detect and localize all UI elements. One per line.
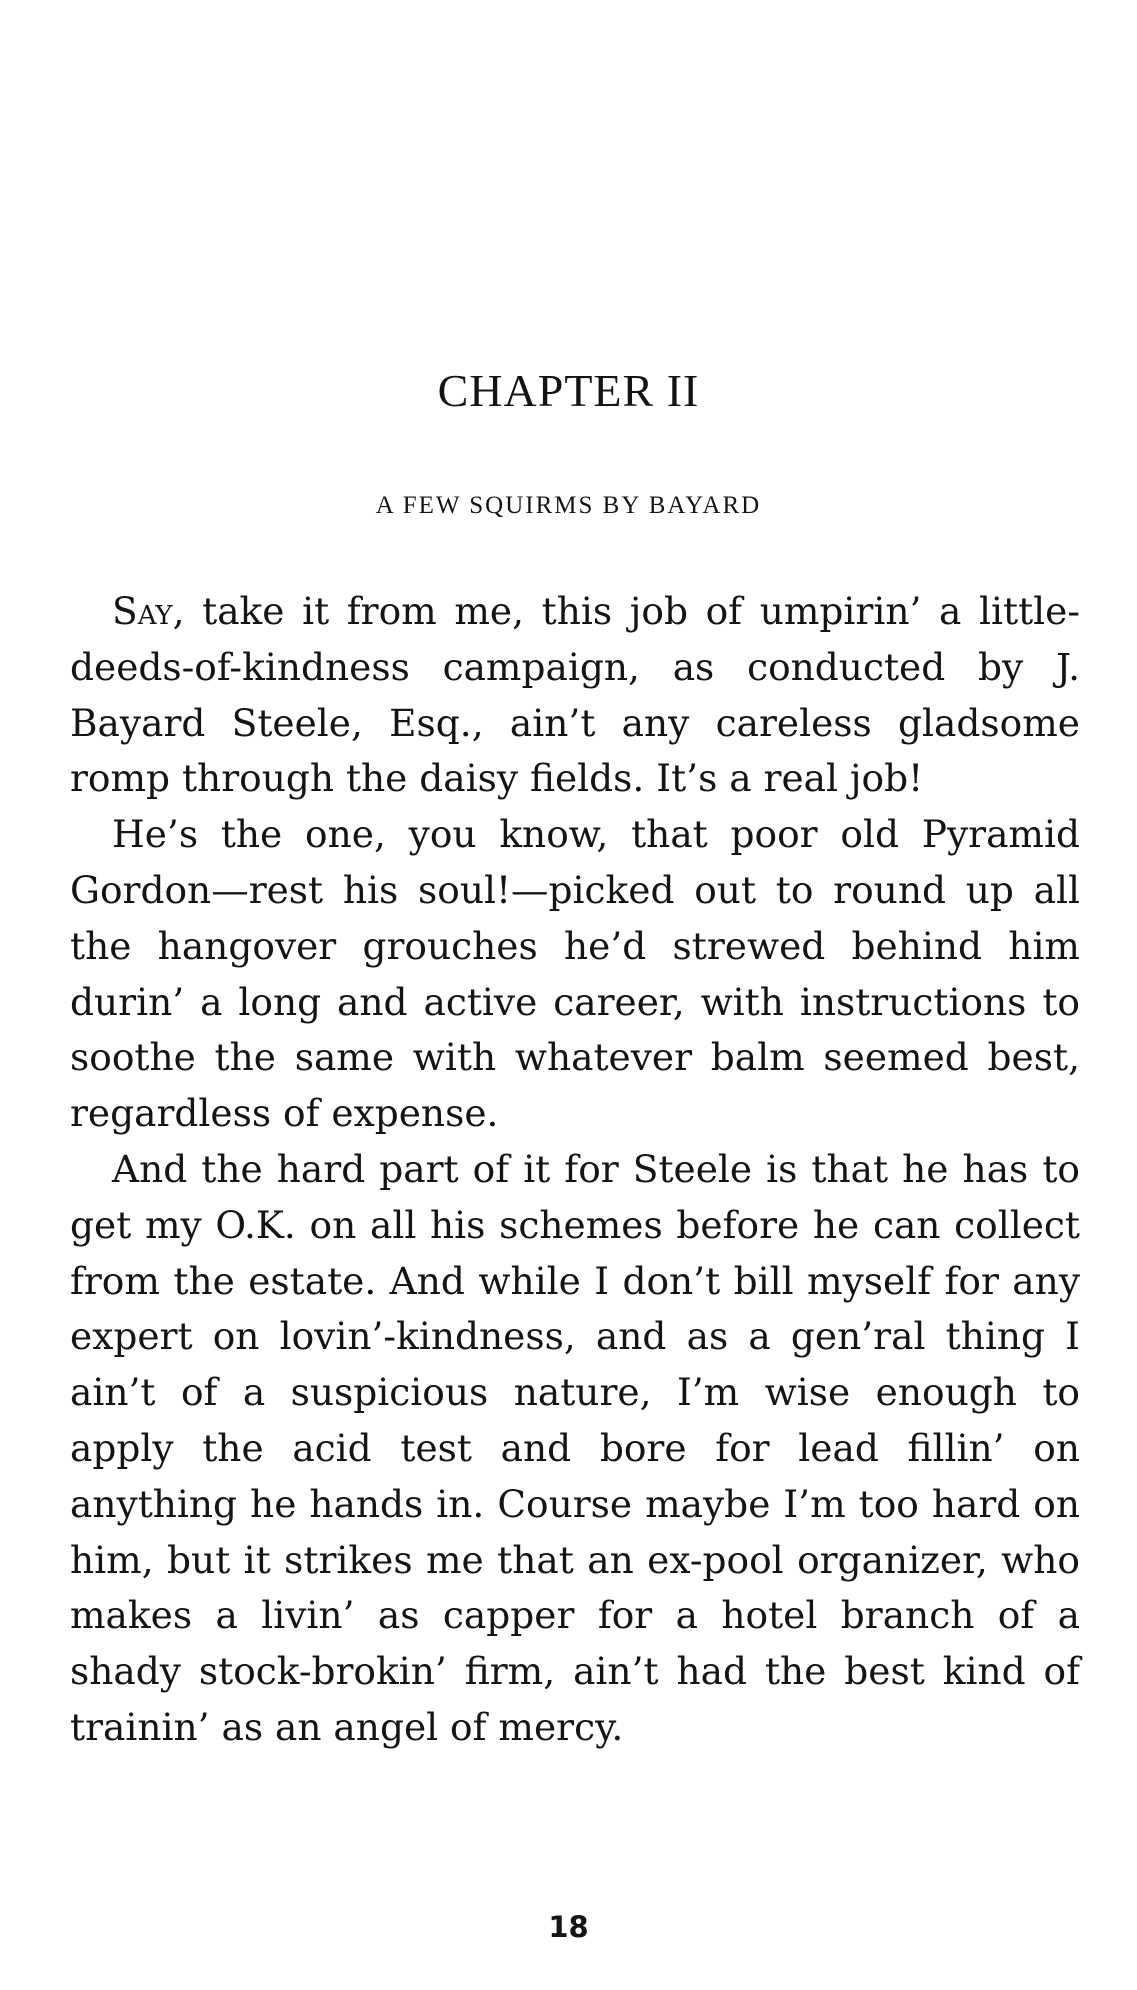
chapter-subtitle: A FEW SQUIRMS BY BAYARD bbox=[375, 492, 762, 519]
page-number: 18 bbox=[548, 1910, 589, 1944]
paragraph-lead-word: Say, bbox=[112, 589, 185, 633]
chapter-body bbox=[70, 584, 1080, 1756]
paragraph-2: He’s the one, you know, that poor old Pyramid Gordon—rest his soul!—picked out to round up all the hangover grouches he’d strewed behind him durin’ a long and active career, with instructions to soothe the same with whatever balm seemed best, regardless of expense. bbox=[70, 812, 1080, 1136]
paragraph-text: take it from me, this job of umpirin’ a little-deeds-of-kindness campaign, as conducted by J. Bayard Steele, Esq., ain’t any careless gladsome romp through the daisy fields. It’s a real job! bbox=[70, 589, 1080, 801]
paragraph-3: And the hard part of it for Steele is that he has to get my O.K. on all his schemes before he can collect from the estate. And while I don’t bill myself for any expert on lovin’-kindness, and as a gen’ral thing I ain’t of a suspicious nature, I’m wise enough to apply the acid test and bore for lead fillin’ on anything he hands in. Course maybe I’m too hard on him, but it strikes me that an ex-pool organizer, who makes a livin’ as capper for a hotel branch of a shady stock-brokin’ firm, ain’t had the best kind of trainin’ as an angel of mercy. bbox=[70, 1146, 1080, 1749]
chapter-title: CHAPTER II bbox=[437, 365, 700, 416]
paragraph-1 bbox=[70, 584, 1080, 807]
